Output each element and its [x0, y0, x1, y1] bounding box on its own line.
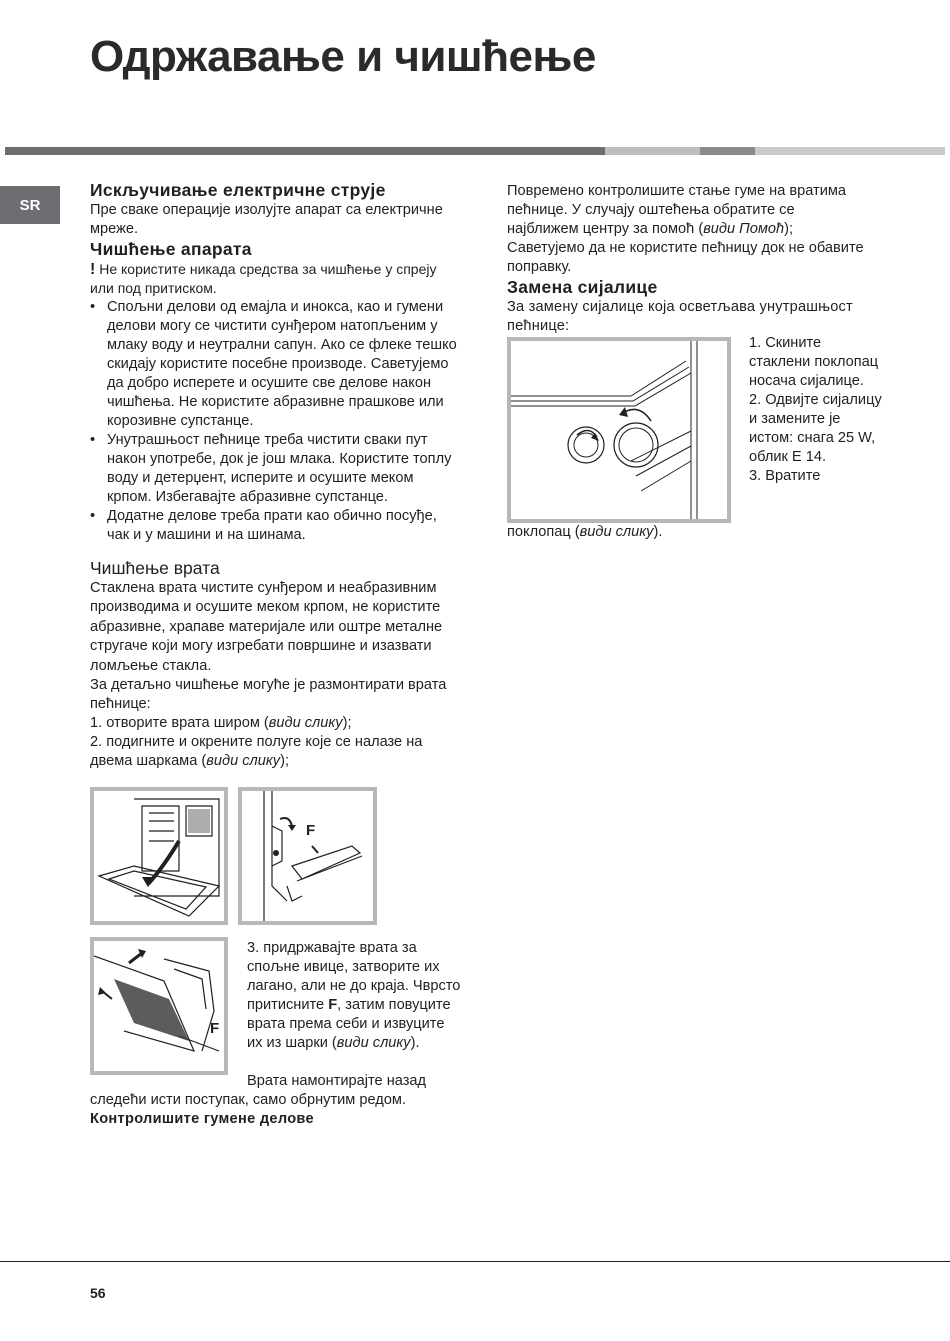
bulb-tail-text: поклопац ( — [507, 524, 580, 540]
bulb-tail-end: ). — [653, 524, 663, 540]
step-3-text: 3. придржавајте врата за спољне ивице, затворите их лагано, али не до краја. Чврсто притисните — [247, 940, 461, 1013]
figure-hinge-lever — [238, 787, 377, 925]
step-1-see-figure: види слику — [268, 715, 343, 732]
bulb-step-3-continued — [507, 523, 867, 542]
header-bar-mid — [700, 147, 755, 155]
bulb-step-2: 2. Одвијте сијалицу и замените је истом: снага 25 W, облик E 14. — [749, 392, 882, 465]
step-2-text: 2. подигните и окрените полуге које се налазе на двема шаркама ( — [90, 734, 423, 770]
heading-bulb-replacement: Замена сијалице — [507, 277, 658, 297]
list-item: • Додатне делове треба прати као обично посуђе, чак и у машини и на шинама. — [90, 507, 462, 545]
door-removal-illustration — [94, 941, 224, 1071]
step-3-text-2: , затим повуците врата према себи и извуците их из шарки ( — [247, 997, 451, 1051]
step-3-key-f: F — [328, 997, 338, 1013]
para-door-glass: Стаклена врата чистите сунђером и неабразивним производима и осушите меком крпом, не користите абразивне, храпаве материјале или оштре металне стругаче који могу изгребати површине и изазвати ломљење стакла. — [90, 580, 443, 674]
heading-door-cleaning: Чишћење врата — [90, 558, 220, 578]
bulb-step-3: 3. Вратите — [749, 468, 821, 484]
footer-rule — [0, 1261, 950, 1262]
header-bar-dark — [5, 147, 605, 155]
step-1 — [90, 714, 462, 733]
gasket-see-help: види Помоћ — [703, 221, 785, 237]
figure-door-open — [90, 787, 228, 925]
step-3-end: ). — [410, 1035, 420, 1051]
para-power-off: Пре сваке операције изолујте апарат са електричне мреже. — [90, 202, 443, 237]
heading-power-off: Искључивање електричне струје — [90, 180, 386, 200]
heading-check-gaskets: Контролишите гумене делове — [90, 1111, 314, 1127]
bulb-step-1: 1. Скините стаклени поклопац носача сијалице. — [749, 335, 879, 389]
header-bar-light-2 — [755, 147, 945, 155]
warning-text — [90, 260, 462, 298]
step-3-see-figure: види слику — [336, 1035, 411, 1051]
para-bulb-intro: За замену сијалице која осветљава унутрашњост пећнице: — [507, 299, 853, 334]
hinge-lever-illustration — [242, 791, 373, 921]
bulb-see-figure: види слику — [579, 524, 654, 540]
cleaning-bullet-list — [90, 298, 462, 545]
para-gasket-check — [507, 182, 867, 277]
list-item: • Унутрашњост пећнице треба чистити сваки пут након употребе, док је још млака. Користите топлу воду и детерџент, исперите и осушите меком крпом. Избегавајте абразивне супстанце. — [90, 431, 462, 507]
reassemble-block — [90, 1072, 462, 1129]
list-item: • Спољни делови од емајла и инокса, као и гумени делови могу се чистити сунђером натопљеним у млаку воду и неутрални сапун. Ако се флеке тешко скидају користите посебне производе. Саветујемо да добро исперете и осушите све делове након чишћења. Не користите абразивне прашкове или корозивне супстанце. — [90, 298, 462, 431]
heading-cleaning: Чишћење апарата — [90, 239, 252, 259]
step-2-end: ); — [280, 753, 289, 770]
oven-door-open-illustration — [94, 791, 224, 921]
warning-mark: ! — [90, 261, 96, 278]
gasket-text: Повремено контролишите стање гуме на вратима пећнице. У случају оштећења обратите се најближем центру за помоћ ( — [507, 183, 847, 237]
bulb-tail — [507, 523, 867, 542]
header-bar-light — [605, 147, 700, 155]
bulb-steps — [749, 334, 884, 486]
para-door-detail: За детаљно чишћење могуће је размонтирати врата пећнице: — [90, 677, 447, 713]
page-number: 56 — [90, 1285, 106, 1301]
step-3 — [247, 939, 462, 1053]
page-title: Одржавање и чишћење — [90, 32, 596, 81]
label-f: F — [306, 822, 316, 839]
step-1-end: ); — [342, 715, 352, 732]
label-f: F — [210, 1020, 220, 1037]
step-3-block — [247, 939, 462, 1053]
language-tab: SR — [0, 186, 60, 224]
left-column — [90, 180, 462, 771]
gasket-text-2: ); Саветујемо да не користите пећницу док не обавите поправку. — [507, 221, 864, 275]
figure-lamp — [507, 337, 731, 523]
oven-lamp-illustration — [511, 341, 727, 519]
warning-body: Не користите никада средства за чишћење у спреју или под притиском. — [90, 261, 437, 296]
step-1-text: 1. отворите врата широм ( — [90, 715, 269, 732]
right-column — [507, 182, 867, 336]
step-2-see-figure: види слику — [206, 753, 281, 770]
figure-door-removal — [90, 937, 228, 1075]
step-2 — [90, 733, 462, 771]
para-reassemble: Врата намонтирајте назад следећи исти поступак, само обрнутим редом. — [90, 1073, 427, 1108]
